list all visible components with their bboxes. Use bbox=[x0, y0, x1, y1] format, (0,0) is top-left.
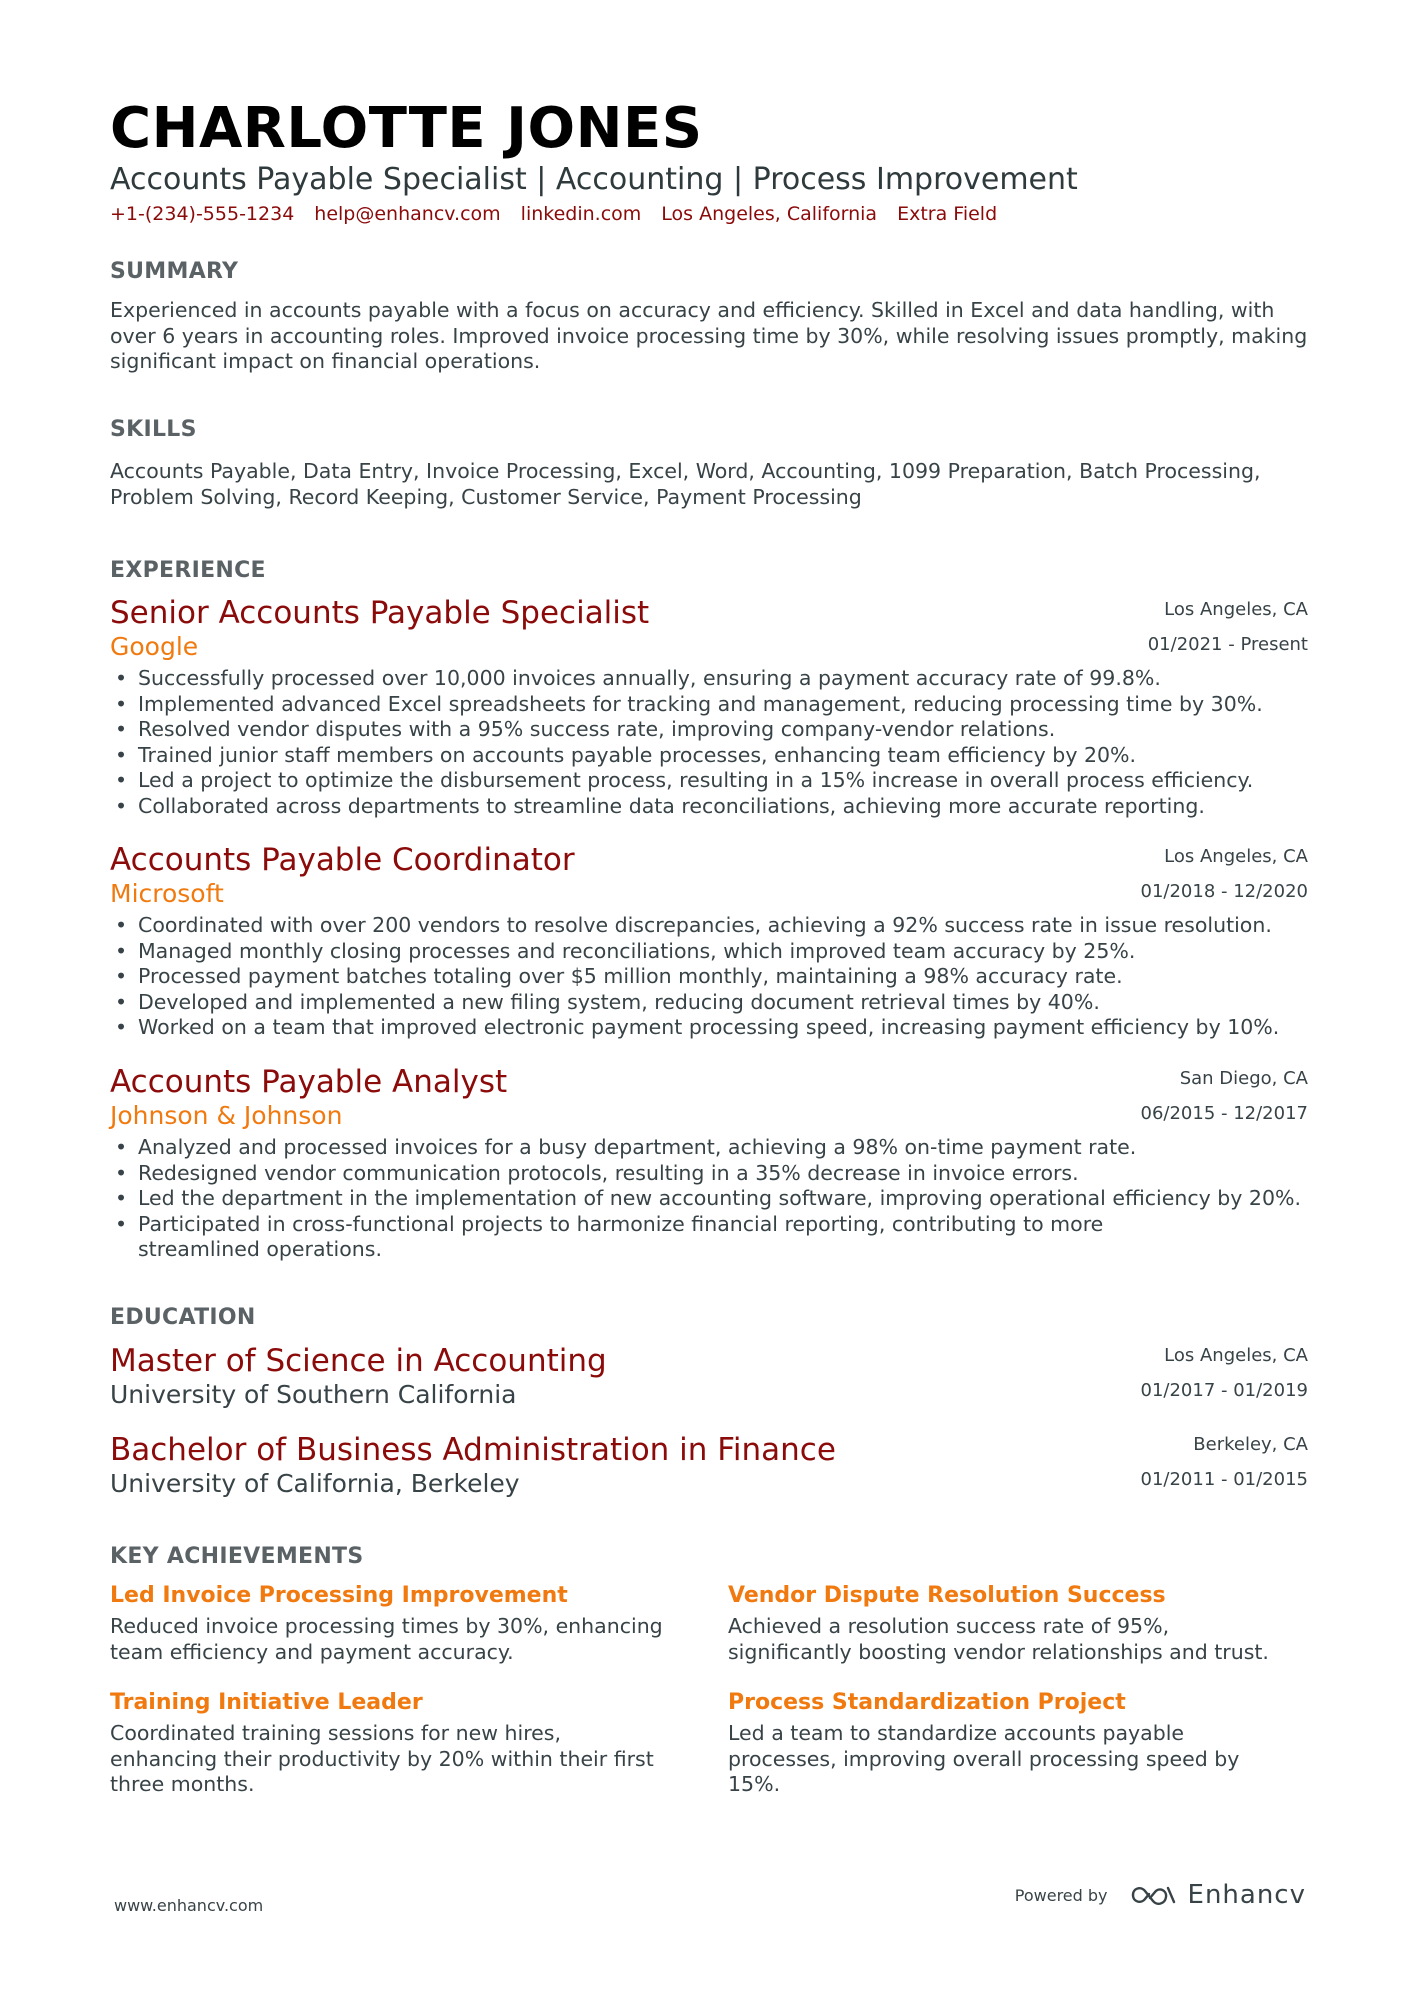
list-item: • Participated in cross-functional projects to harmonize financial reporting, contributing to more streamlined operations. bbox=[110, 1212, 1308, 1263]
candidate-name: CHARLOTTE JONES bbox=[110, 96, 703, 161]
achievement-desc: Achieved a resolution success rate of 95%, significantly boosting vendor relationships and trust. bbox=[728, 1614, 1269, 1664]
contact-location: Los Angeles, California bbox=[661, 203, 878, 225]
achievement-item bbox=[728, 1582, 1288, 1665]
brand-logo[interactable] bbox=[1130, 1880, 1306, 1910]
achievement-title: Vendor Dispute Resolution Success bbox=[728, 1583, 1166, 1608]
achievement-item bbox=[110, 1582, 670, 1665]
job-location: San Diego, CA bbox=[1179, 1068, 1308, 1089]
list-item: • Redesigned vendor communication protocols, resulting in a 35% decrease in invoice errors. bbox=[110, 1161, 1308, 1187]
skills-text: Accounts Payable, Data Entry, Invoice Processing, Excel, Word, Accounting, 1099 Preparation, Batch Processing, Problem Solving, Record Keeping, Customer Service, Payment Processing bbox=[110, 459, 1261, 509]
achievement-item bbox=[110, 1689, 670, 1798]
list-item: • Led the department in the implementation of new accounting software, improving operational efficiency by 20%. bbox=[110, 1186, 1308, 1212]
headline: Accounts Payable Specialist | Accounting | Process Improvement bbox=[110, 162, 1078, 197]
job-dates: 06/2015 - 12/2017 bbox=[1140, 1103, 1308, 1124]
achievement-desc: Coordinated training sessions for new hires, enhancing their productivity by 20% within their first three months. bbox=[110, 1721, 654, 1796]
achievements-heading: KEY ACHIEVEMENTS bbox=[110, 1544, 364, 1569]
summary-heading: SUMMARY bbox=[110, 259, 239, 284]
achievement-title: Led Invoice Processing Improvement bbox=[110, 1583, 568, 1608]
job-company: Johnson & Johnson bbox=[110, 1101, 343, 1130]
list-item: • Trained junior staff members on accounts payable processes, enhancing team efficiency by 20%. bbox=[110, 743, 1308, 769]
job-entry bbox=[110, 841, 1308, 1041]
footer-branding bbox=[1015, 1880, 1306, 1910]
list-item: • Implemented advanced Excel spreadsheets for tracking and management, reducing processing time by 30%. bbox=[110, 692, 1308, 718]
brand-name: Enhancv bbox=[1187, 1880, 1306, 1910]
job-location: Los Angeles, CA bbox=[1164, 599, 1308, 620]
education-heading: EDUCATION bbox=[110, 1305, 256, 1330]
school-name: University of California, Berkeley bbox=[110, 1469, 520, 1498]
list-item: • Worked on a team that improved electronic payment processing speed, increasing payment efficiency by 10%. bbox=[110, 1015, 1308, 1041]
job-title: Accounts Payable Analyst bbox=[110, 1064, 508, 1100]
list-item: • Collaborated across departments to streamline data reconciliations, achieving more accurate reporting. bbox=[110, 794, 1308, 820]
job-location: Los Angeles, CA bbox=[1164, 846, 1308, 867]
job-title: Accounts Payable Coordinator bbox=[110, 842, 575, 878]
list-item: • Led a project to optimize the disbursement process, resulting in a 15% increase in overall process efficiency. bbox=[110, 768, 1308, 794]
degree-title: Master of Science in Accounting bbox=[110, 1343, 607, 1379]
education-dates: 01/2011 - 01/2015 bbox=[1140, 1469, 1308, 1490]
enhancv-logo-icon bbox=[1130, 1882, 1176, 1908]
contact-phone[interactable]: +1-(234)-555-1234 bbox=[110, 203, 295, 225]
achievement-title: Process Standardization Project bbox=[728, 1690, 1126, 1715]
degree-title: Bachelor of Business Administration in Finance bbox=[110, 1432, 836, 1468]
job-dates: 01/2018 - 12/2020 bbox=[1140, 881, 1308, 902]
job-bullets bbox=[110, 1135, 1308, 1263]
list-item: • Coordinated with over 200 vendors to resolve discrepancies, achieving a 92% success rate in issue resolution. bbox=[110, 913, 1308, 939]
job-title: Senior Accounts Payable Specialist bbox=[110, 595, 650, 631]
achievement-item bbox=[728, 1689, 1288, 1798]
contact-linkedin[interactable]: linkedin.com bbox=[520, 203, 642, 225]
list-item: • Successfully processed over 10,000 invoices annually, ensuring a payment accuracy rate of 99.8%. bbox=[110, 666, 1308, 692]
footer-website-link[interactable]: www.enhancv.com bbox=[114, 1896, 264, 1915]
job-entry bbox=[110, 1063, 1308, 1263]
list-item: • Analyzed and processed invoices for a busy department, achieving a 98% on-time payment rate. bbox=[110, 1135, 1308, 1161]
job-company: Microsoft bbox=[110, 879, 224, 908]
list-item: • Managed monthly closing processes and reconciliations, which improved team accuracy by 25%. bbox=[110, 939, 1308, 965]
contact-email[interactable]: help@enhancv.com bbox=[314, 203, 501, 225]
contact-extra: Extra Field bbox=[897, 203, 998, 225]
education-entry bbox=[110, 1342, 1308, 1410]
school-name: University of Southern California bbox=[110, 1380, 517, 1409]
powered-by-label: Powered by bbox=[1014, 1885, 1108, 1905]
list-item: • Developed and implemented a new filing system, reducing document retrieval times by 40%. bbox=[110, 990, 1308, 1016]
contact-bar bbox=[110, 202, 997, 226]
job-entry bbox=[110, 594, 1308, 819]
job-company: Google bbox=[110, 632, 199, 661]
education-location: Berkeley, CA bbox=[1193, 1434, 1308, 1455]
summary-text: Experienced in accounts payable with a focus on accuracy and efficiency. Skilled in Excel and data handling, with over 6 years in accounting roles. Improved invoice processing time by 30%, while resolving issues promptly, making significant impact on financial operations. bbox=[110, 298, 1308, 373]
job-dates: 01/2021 - Present bbox=[1147, 634, 1308, 655]
education-location: Los Angeles, CA bbox=[1164, 1345, 1308, 1366]
skills-heading: SKILLS bbox=[110, 417, 197, 442]
education-dates: 01/2017 - 01/2019 bbox=[1140, 1380, 1308, 1401]
education-entry bbox=[110, 1431, 1308, 1499]
list-item: • Resolved vendor disputes with a 95% success rate, improving company-vendor relations. bbox=[110, 717, 1308, 743]
job-bullets bbox=[110, 913, 1308, 1041]
job-bullets bbox=[110, 666, 1308, 819]
list-item: • Processed payment batches totaling over $5 million monthly, maintaining a 98% accuracy rate. bbox=[110, 964, 1308, 990]
experience-heading: EXPERIENCE bbox=[110, 558, 266, 583]
achievement-desc: Led a team to standardize accounts payable processes, improving overall processing speed by 15%. bbox=[728, 1721, 1240, 1796]
achievement-title: Training Initiative Leader bbox=[110, 1690, 423, 1715]
achievement-desc: Reduced invoice processing times by 30%, enhancing team efficiency and payment accuracy. bbox=[110, 1614, 663, 1664]
